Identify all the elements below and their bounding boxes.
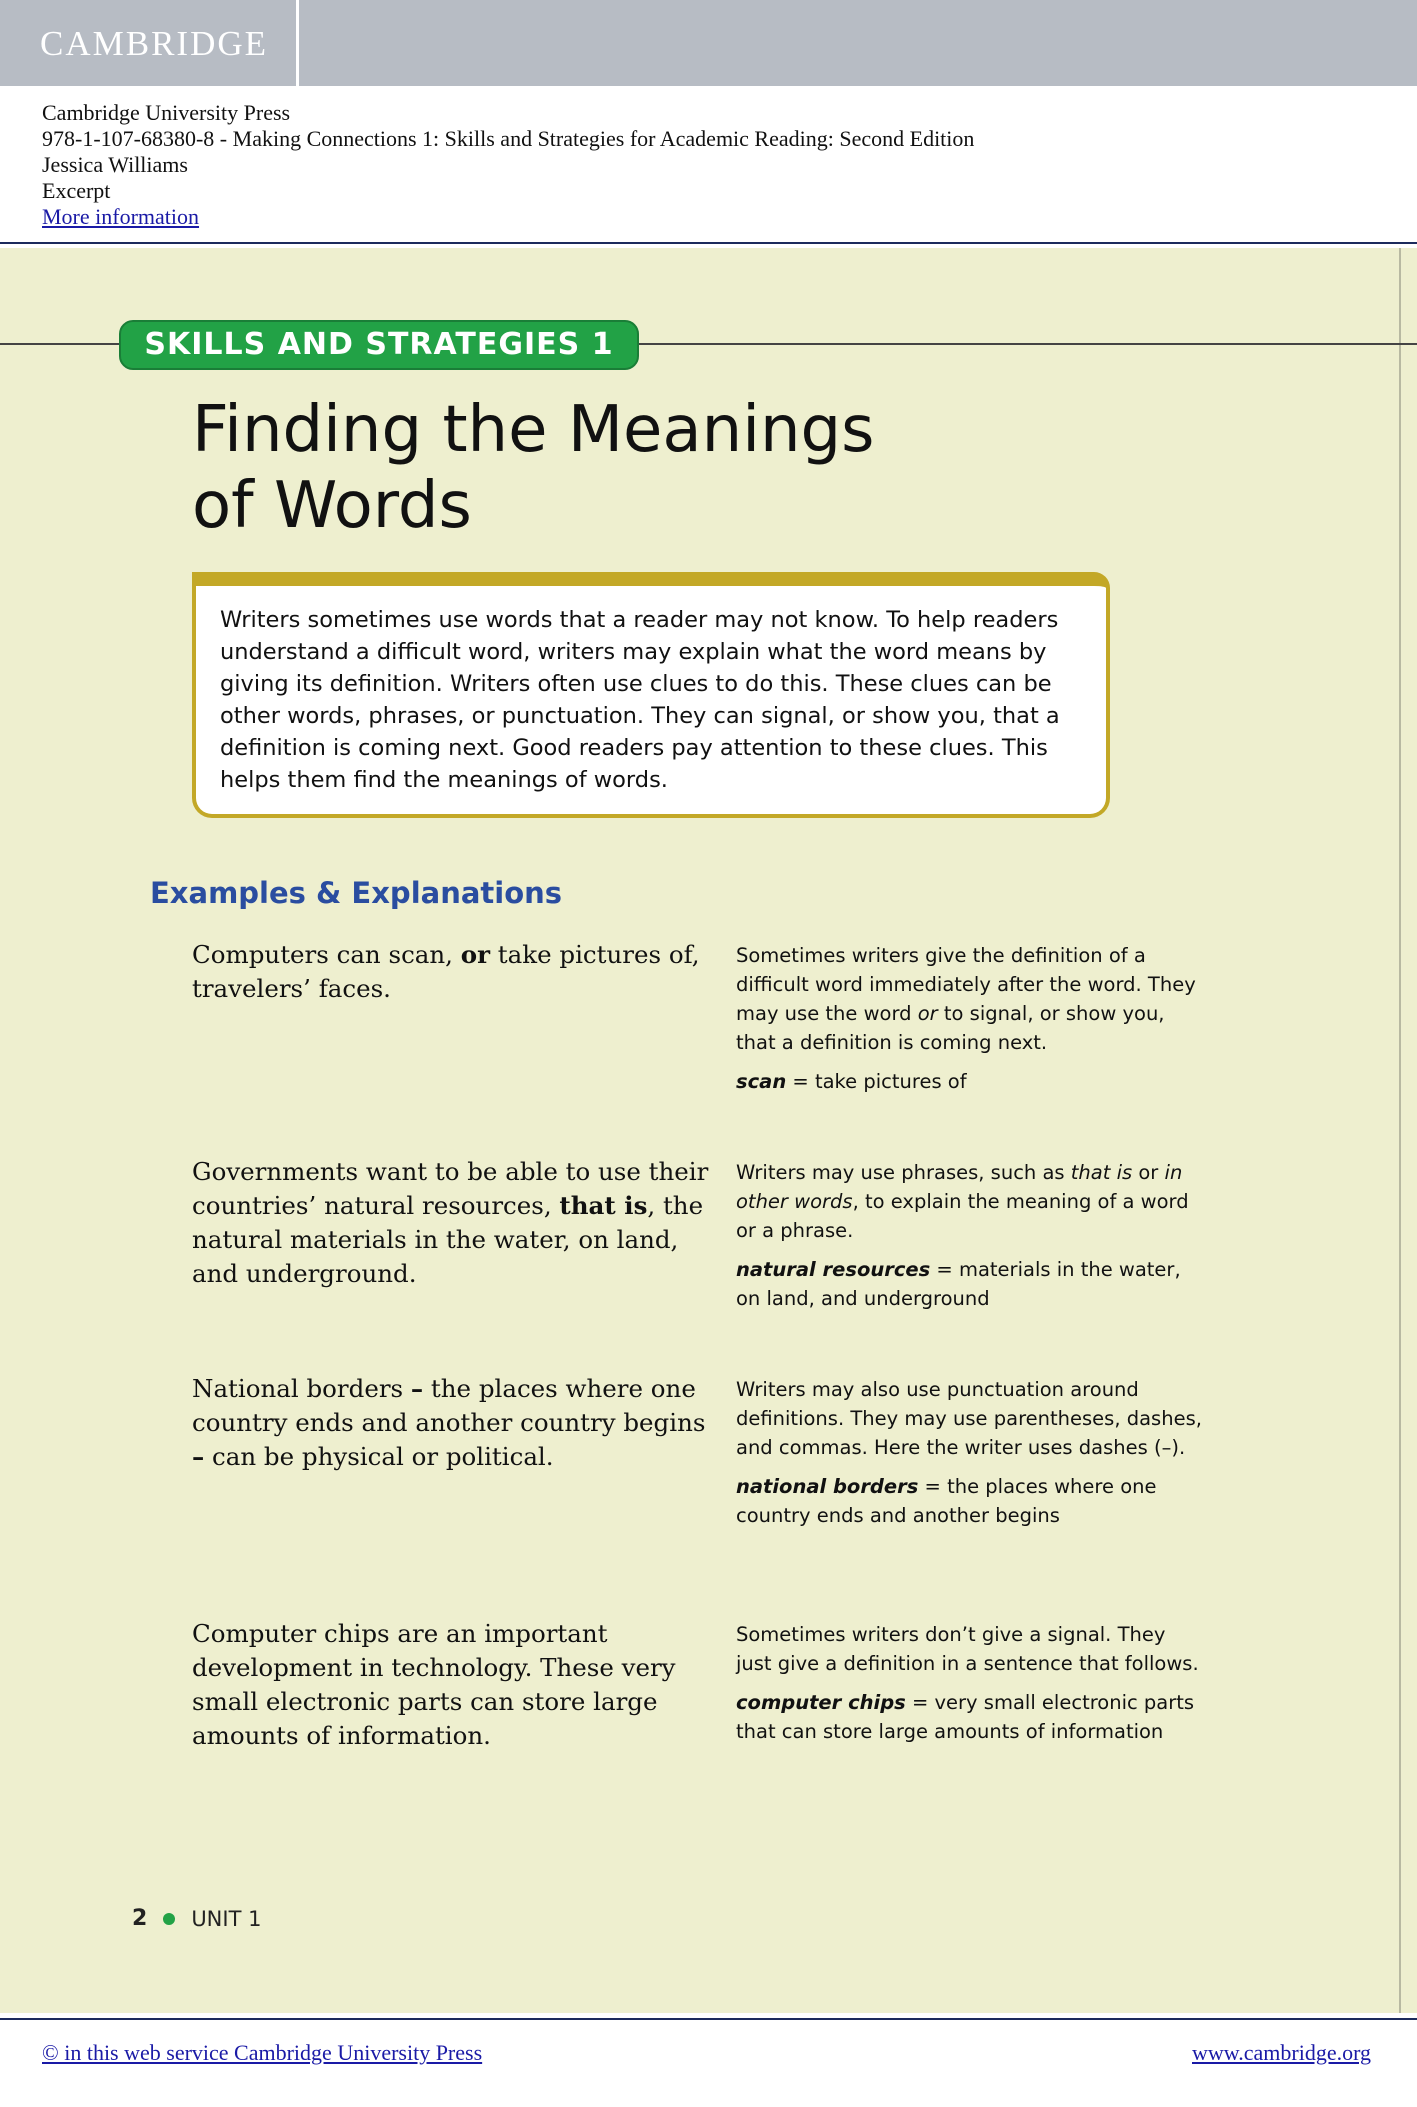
header-rule bbox=[0, 242, 1417, 244]
intro-box bbox=[192, 572, 1110, 818]
example-sentence-1 bbox=[192, 938, 712, 1006]
page-number: 2 bbox=[132, 1906, 148, 1931]
signal-dash: – bbox=[410, 1374, 424, 1403]
more-information-link[interactable]: More information bbox=[42, 204, 200, 229]
page-title bbox=[192, 392, 1092, 544]
page-footer bbox=[132, 1906, 261, 1931]
definition-text: = the places where one country ends and another begins bbox=[736, 1475, 1157, 1527]
intro-text: Writers sometimes use words that a reader may not know. To help readers understand a difficult word, writers may explain what the word means by giving its definition. Writers often use clues to do this. These clues can be other words, phrases, or punctuation. They can signal, or show you, that a definition is coming next. Good readers pay attention to these clues. This helps them find the meanings of words. bbox=[220, 607, 1060, 793]
title-line-1: Finding the Meanings bbox=[192, 393, 875, 467]
publisher: Cambridge University Press bbox=[42, 100, 291, 125]
explanation-text bbox=[736, 1158, 1206, 1245]
unit-label: UNIT 1 bbox=[191, 1906, 262, 1931]
excerpt-label: Excerpt bbox=[42, 178, 111, 203]
author: Jessica Williams bbox=[42, 152, 188, 177]
sentence-text: the places where one country ends and another country begins bbox=[192, 1374, 706, 1437]
explanation-4 bbox=[736, 1620, 1206, 1746]
definition-1 bbox=[736, 1067, 1206, 1096]
explanation-part: Sometimes writers give the definition of a difficult word immediately after the word. They may use the word bbox=[736, 944, 1196, 1025]
definition-2 bbox=[736, 1255, 1206, 1313]
cambridge-header-bar bbox=[0, 0, 1417, 86]
header-divider bbox=[296, 0, 299, 86]
sentence-text: Computers can scan, bbox=[192, 940, 461, 969]
explanation-text bbox=[736, 941, 1206, 1057]
explanation-part: to signal, or show you, that a definition is coming next. bbox=[736, 1002, 1165, 1054]
signal-italic: in other words bbox=[736, 1161, 1183, 1213]
example-sentence-3 bbox=[192, 1372, 712, 1474]
explanation-text: Sometimes writers don’t give a signal. They just give a definition in a sentence that follows. bbox=[736, 1623, 1199, 1675]
explanation-text: Writers may also use punctuation around definitions. They may use parentheses, dashes, and commas. Here the writer uses dashes (–). bbox=[736, 1378, 1202, 1459]
signal-word: or bbox=[460, 940, 491, 969]
sentence-text: National borders bbox=[192, 1374, 411, 1403]
example-sentence-4: Computer chips are an important development in technology. These very small electronic parts can store large amounts of information. bbox=[192, 1619, 676, 1750]
copyright-link[interactable]: © in this web service Cambridge University Press bbox=[42, 2040, 483, 2065]
book-metadata bbox=[42, 100, 974, 230]
explanation-2 bbox=[736, 1158, 1206, 1313]
cambridge-logo: CAMBRIDGE bbox=[40, 24, 269, 63]
sentence-text: can be physical or political. bbox=[204, 1442, 554, 1471]
sentence-text: take pictures of, travelers’ faces. bbox=[192, 940, 700, 1003]
definition-3 bbox=[736, 1472, 1206, 1530]
page-edge bbox=[1399, 248, 1401, 2013]
examples-heading: Examples & Explanations bbox=[150, 876, 563, 910]
definition-4 bbox=[736, 1688, 1206, 1746]
definition-text: = materials in the water, on land, and underground bbox=[736, 1258, 1181, 1310]
signal-dash: – bbox=[192, 1442, 205, 1471]
bullet-dot-icon bbox=[163, 1913, 175, 1925]
isbn-title: 978-1-107-68380-8 - Making Connections 1: Skills and Strategies for Academic Reading: Second Edition bbox=[42, 126, 975, 151]
skills-badge: SKILLS AND STRATEGIES 1 bbox=[119, 320, 639, 370]
term: computer chips bbox=[736, 1691, 906, 1714]
explanation-3 bbox=[736, 1375, 1206, 1530]
term: scan bbox=[736, 1070, 787, 1093]
signal-word: that is bbox=[559, 1191, 648, 1220]
definition-text: = very small electronic parts that can store large amounts of information bbox=[736, 1691, 1195, 1743]
signal-italic: or bbox=[917, 1002, 938, 1025]
website-link[interactable]: www.cambridge.org bbox=[1192, 2040, 1372, 2065]
explanation-part: , to explain the meaning of a word or a phrase. bbox=[736, 1190, 1189, 1242]
term: national borders bbox=[736, 1475, 919, 1498]
signal-italic: that is bbox=[1070, 1161, 1133, 1184]
term: natural resources bbox=[736, 1258, 931, 1281]
explanation-part: Writers may use phrases, such as bbox=[736, 1161, 1071, 1184]
definition-text: = take pictures of bbox=[786, 1070, 967, 1093]
footer-rule bbox=[0, 2018, 1417, 2020]
example-sentence-2 bbox=[192, 1155, 712, 1291]
sentence-text: Governments want to be able to use their countries’ natural resources, bbox=[192, 1157, 709, 1220]
title-line-2: of Words bbox=[192, 469, 472, 543]
sentence-text: , the natural materials in the water, on land, and underground. bbox=[192, 1191, 704, 1288]
explanation-1 bbox=[736, 941, 1206, 1096]
explanation-part: or bbox=[1132, 1161, 1165, 1184]
